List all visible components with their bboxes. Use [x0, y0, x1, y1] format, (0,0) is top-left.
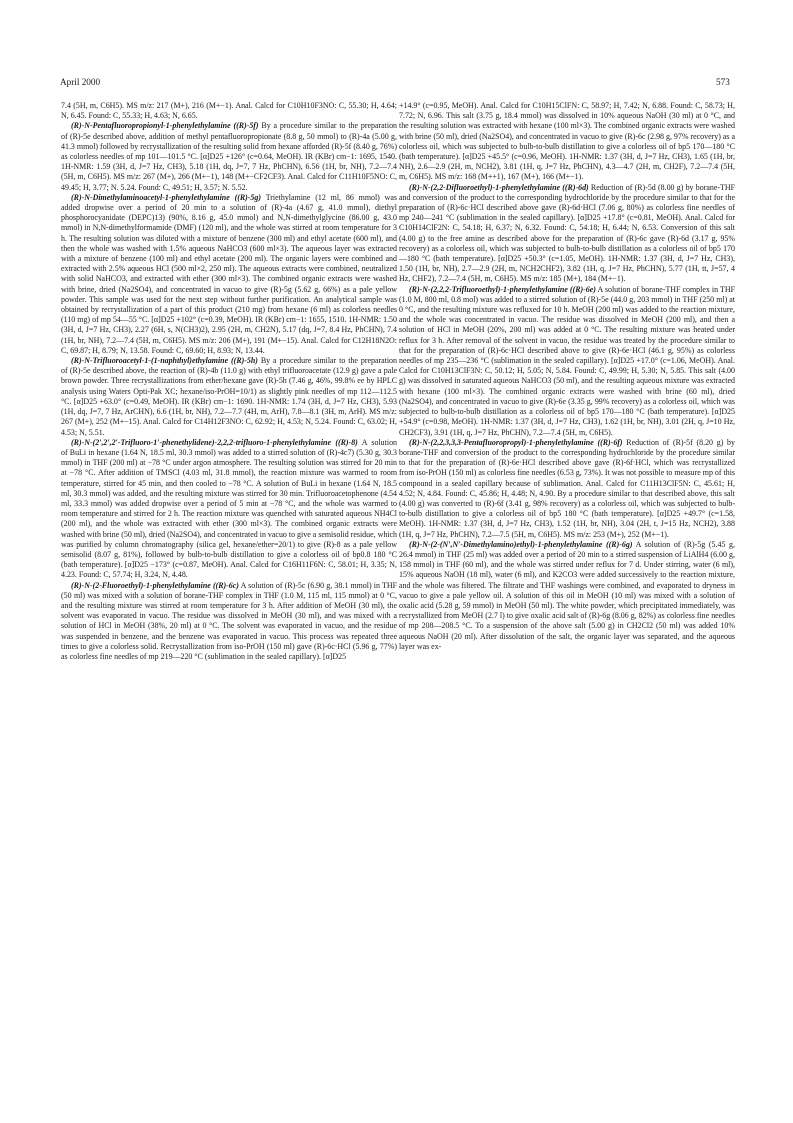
procedure-paragraph	[399, 540, 735, 652]
continued-paragraph	[399, 101, 735, 183]
left-text-column	[61, 101, 397, 662]
right-text-column	[399, 101, 735, 652]
running-header-date: April 2000	[60, 77, 101, 87]
paragraph-text: A solution of (R)-5c (6.90 g, 38.1 mmol) in THF (50 ml) was mixed with a solution of borane-THF complex in THF (1.0 M, 115 ml, 115 mmol) at 0 °C, and the resulting mixture was stirred at room temperature for 3 h. After addition of MeOH (30 ml), the solvent was evaporated in vacuo. The residue was dissolved in MeOH (30 ml), and was mixed with a solution of HCl in MeOH (38%, 20 ml) at 0 °C. The solvent was evaporated in vacuo, and the residue was suspended in benzene, and the benzene was evaporated in vacuo. This process was repeated three times to give a colorless solid. Recrystallization from iso-PrOH (150 ml) gave (R)-6c·HCl (5.96 g, 77%) as colorless fine needles of mp 219—220 °C (sublimation in the sealed capillary). [α]D25	[61, 580, 397, 661]
procedure-paragraph	[61, 356, 397, 438]
paragraph-text: A solution of (R)-5g (5.45 g, 26.4 mmol) in THF (25 ml) was added over a period of 20 min to a stirred suspension of LiAlH4 (6.00 g, 158 mmol) in THF (60 ml), and the whole was stirred under reflux for 7 d. Under stirring, water (6 ml), 15% aqueous NaOH (18 ml), water (6 ml), and K2CO3 were added successively to the reaction mixture, and the whole was filtered. The filtrate and THF washings were combined, and evaporated to dryness in vacuo to give a pale yellow oil. A solution of this oil in MeOH (10 ml) was mixed with a solution of oxalic acid (5.28 g, 59 mmol) in MeOH (50 ml). The white powder, which precipitated immediately, was recrystallized from MeOH (2.7 l) to give oxalic acid salt of (R)-6g (8.06 g, 82%) as colorless fine needles of mp 208—208.5 °C. To a suspension of the above salt (5.00 g) in CH2Cl2 (50 ml) was added 10% aqueous NaOH (20 ml). After dissolution of the salt, the organic layer was separated, and the aqueous layer was ex-	[399, 539, 735, 651]
compound-heading: (R)-N-(2,2,3,3,3-Pentafluoropropyl)-1-phenylethylamine ((R)-6f)	[409, 437, 623, 447]
procedure-paragraph	[61, 193, 397, 356]
compound-heading: (R)-N-(2,2,2-Trifluoroethyl)-1-phenylethylamine ((R)-6e)	[409, 284, 596, 294]
procedure-paragraph	[61, 581, 397, 663]
compound-heading: (R)-N-Pentafluoropropionyl-1-phenylethylamine ((R)-5f)	[71, 121, 259, 131]
paragraph-text: +14.9° (c=0.95, MeOH). Anal. Calcd for C10H15ClFN: C, 58.97; H, 7.42; N, 6.88. Found: C, 58.73; H, 7.72; N, 6.96. This salt (3.75 g, 18.4 mmol) was dissolved in 10% aqueous NaOH (30 ml) at 0 °C, and the resulting solution was extracted with hexane (100 ml×3). The combined organic extracts were washed with brine (50 ml), dried (Na2SO4), and concentrated in vacuo to give (R)-6c (2.98 g, 97% recovery) as a colorless oil, which was subjected to bulb-to-bulb distillation to give a colorless oil of bp5 170—180 °C (bath temperature). [α]D25 +45.5° (c=0.96, MeOH). 1H-NMR: 1.37 (3H, d, J=7 Hz, CH3), 1.65 (1H, br, NH), 2.6—2.9 (2H, m, NCH2), 3.81 (1H, q, J=7 Hz, PhCHN), 4.3—4.7 (2H, m, CH2F), 7.2—7.4 (5H, m, C6H5). MS m/z: 168 (M++1), 167 (M+), 166 (M+−1).	[399, 101, 735, 182]
paragraph-text: 7.4 (5H, m, C6H5). MS m/z: 217 (M+), 216 (M+−1). Anal. Calcd for C10H10F3NO: C, 55.30; H, 4.64; N, 6.45. Found: C, 55.33; H, 4.63; N, 6.65.	[61, 101, 397, 121]
procedure-paragraph	[399, 285, 735, 438]
paragraph-text: Triethylamine (12 ml, 86 mmol) was added dropwise over a period of 20 min to a solution of (R)-4a (4.67 g, 41.0 mmol), diethyl phosphorocyanidate (DEPC)13) (90%, 8.16 g, 45.0 mmol) and N,N-dimethylglycine (86.00 g, 43.0 mmol) in N,N-dimethylformamide (DMF) (120 ml), and the whole was stirred at room temperature for 3 h. The resulting solution was diluted with a mixture of benzene (300 ml) and ethyl acetate (600 ml), and then the whole was washed with 1.5% aqueous NaHCO3 (600 ml×3). The aqueous layer was extracted with a mixture of benzene (100 ml) and ethyl acetate (200 ml). The organic layers were combined and extracted with 2.5% aqueous HCl (500 ml×2, 250 ml). The aqueous extracts were combined, neutralized with solid NaHCO3, and extracted with ether (300 ml×3). The combined organic extracts were washed with brine, dried (Na2SO4), and concentrated in vacuo to give (R)-5g (5.62 g, 66%) as a pale yellow powder. This sample was used for the next step without further purification. An analytical sample was obtained by recrystallization of a part of this product (210 mg) from hexane (6 ml) as colorless needles (110 mg) of mp 54—55 °C. [α]D25 +102° (c=0.39, MeOH). IR (KBr) cm−1: 1655, 1510. 1H-NMR: 1.50 (3H, d, J=7 Hz, CH3), 2.27 (6H, s, N(CH3)2), 2.95 (2H, m, CH2N), 5.17 (dq, J=7, 8.4 Hz, PhCHN), 7.4 (1H, br, NH), 7.2—7.4 (5H, m, C6H5). MS m/z: 206 (M+), 191 (M+−15). Anal. Calcd for C12H18N2O: C, 69.87; H, 8.79; N, 13.58. Found: C, 69.60; H, 8.93; N, 13.44.	[61, 192, 397, 355]
compound-heading: (R)-N-(2,2-Difluoroethyl)-1-phenylethylamine ((R)-6d)	[409, 182, 589, 192]
compound-heading: (R)-N-(2-Fluoroethyl)-1-phenylethylamine ((R)-6c)	[71, 580, 239, 590]
paragraph-text: Reduction of (R)-5f (8.20 g) by borane-THF and conversion of the product to the corresponding hydrochloride by the procedure similar to that for the preparation of (R)-6e·HCl described above gave (R)-6f·HCl, which was recrystallized from iso-PrOH (150 ml) as colorless fine needles (6.53 g, 73%). It was not possible to measure mp of this compound in a sealed capillary because of sublimation. Anal. Calcd for C11H13ClF5N: C, 45.61; H, 4.52; N, 4.84. Found: C, 45.86; H, 4.48; N, 4.90. By a procedure similar to that described above, this salt (4.00 g) was converted to (R)-6f (3.41 g, 98% recovery) as a colorless oil, which was subjected to bulb-to-bulb distillation to give a colorless oil of bp5 180 °C (bath temperature). [α]D25 +49.7° (c=1.58, MeOH). 1H-NMR: 1.37 (3H, d, J=7 Hz, CH3), 1.52 (1H, br, NH), 3.04 (2H, t, J=15 Hz, NCH2), 3.88 (1H, q, J=7 Hz, PhCHN), 7.2—7.5 (5H, m, C6H5). MS m/z: 253 (M+), 252 (M+−1).	[399, 437, 735, 539]
compound-heading: (R)-N-(2-(N′,N′-Dimethylamino)ethyl)-1-phenylethylamine ((R)-6g)	[409, 539, 633, 549]
paragraph-text: Reduction of (R)-5d (8.00 g) by borane-THF and conversion of the product to the corresponding hydrochloride by the procedure similar to that for the preparation of (R)-6c·HCl described above gave (R)-6d·HCl (7.06 g, 80%) as colorless fine needles of mp 240—241 °C (sublimation in the sealed capillary). [α]D25 +17.8° (c=0.81, MeOH). Anal. Calcd for C10H14ClF2N: C, 54.18; H, 6.37; N, 6.32. Found: C, 54.18; H, 6.44; N, 6.53. Conversion of this salt (4.00 g) to the free amine as described above for the preparation of (R)-6c gave (R)-6d (3.17 g, 95% recovery) as a colorless oil, which was subjected to bulb-to-bulb distillation as a colorless oil of bp5 170—180 °C (bath temperature). [α]D25 +50.3° (c=1.05, MeOH). 1H-NMR: 1.37 (3H, d, J=7 Hz, CH3), 1.50 (1H, br, NH), 2.7—2.9 (2H, m, NCH2CHF2), 3.82 (1H, q, J=7 Hz, PhCHN), 5.77 (1H, tt, J=57, 4 Hz, CHF2), 7.2—7.4 (5H, m, C6H5). MS m/z: 185 (M+), 184 (M+−1).	[399, 182, 735, 284]
procedure-paragraph	[61, 121, 397, 192]
paragraph-text: A solution of borane-THF complex in THF (1.0 M, 800 ml, 0.8 mol) was added to a stirred solution of (R)-5e (44.0 g, 203 mmol) in THF (250 ml) at 0 °C, and the resulting mixture was refluxed for 10 h. MeOH (200 ml) was added to the reaction mixture, and the whole was concentrated in vacuo. The residue was dissolved in MeOH (200 ml), and then a solution of HCl in MeOH (20%, 200 ml) was added at 0 °C. The resulting mixture was heated under reflux for 3 h. After removal of the solvent in vacuo, the residue was treated by the procedure similar to that for the preparation of (R)-6c·HCl described above to give (R)-6e·HCl (46.1 g, 95%) as colorless needles of mp 235—236 °C (sublimation in the sealed capillary). [α]D25 +17.0° (c=1.06, MeOH). Anal. Calcd for C10H13ClF3N: C, 50.12; H, 5.05; N, 5.84. Found: C, 49.99; H, 5.30; N, 5.85. This salt (4.00 g) was dissolved in saturated aqueous NaHCO3 (50 ml), and the resulting aqueous mixture was extracted with hexane (100 ml×3). The combined organic extracts were washed with brine (60 ml), dried (Na2SO4), and concentrated in vacuo to give (R)-6e (3.35 g, 99% recovery) as a colorless oil, which was subjected to bulb-to-bulb distillation as a colorless oil of bp5 170—180 °C (bath temperature). [α]D25 +54.9° (c=0.98, MeOH). 1H-NMR: 1.37 (3H, d, J=7 Hz, CH3), 1.62 (1H, br, NH), 3.01 (2H, q, J=10 Hz, CH2CF3), 3.91 (1H, q, J=7 Hz, PhCHN), 7.2—7.4 (5H, m, C6H5).	[399, 284, 735, 437]
procedure-paragraph	[399, 438, 735, 540]
procedure-paragraph	[399, 183, 735, 285]
compound-heading: (R)-N-Dimethylaminoacetyl-1-phenylethylamine ((R)-5g)	[71, 192, 262, 202]
compound-heading: (R)-N-Trifluoroacetyl-1-(1-naphthyl)ethylamine ((R)-5h)	[71, 356, 258, 366]
paragraph-text: By a procedure similar to the preparation of (R)-5e described above, the reaction of (R)-4b (11.0 g) with ethyl trifluoroacetate (12.9 g) gave a pale brown powder. Three recrystallizations from ether/hexane gave (R)-5h (7.46 g, 46%, 99.8% ee by HPLC analysis using Waters Opti-Pak XC; hexane/iso-PrOH=10/1) as slightly pink needles of mp 112—112.5 °C. [α]D25 +63.0° (c=0.49, MeOH). IR (KBr) cm−1: 1690. 1H-NMR: 1.74 (3H, d, J=7 Hz, CH3), 5.93 (1H, dq, J=7, 7 Hz, ArCHN), 6.6 (1H, br, NH), 7.2—7.7 (4H, m, ArH), 7.8—8.1 (3H, m, ArH). MS m/z: 267 (M+), 252 (M+−15). Anal. Calcd for C14H12F3NO: C, 62.92; H, 4.53; N, 5.24. Found: C, 63.02; H, 4.53; N, 5.51.	[61, 356, 397, 437]
paragraph-text: A solution of BuLi in hexane (1.64 N, 18.5 ml, 30.3 mmol) was added to a stirred solution of (R)-4c7) (5.30 g, 30.3 mmol) in THF (200 ml) at −78 °C under argon atmosphere. The resulting solution was stirred for 20 min at −78 °C. After addition of TMSCl (4.03 ml, 31.8 mmol), the reaction mixture was warmed to room temperature, stirred for 45 min, and then cooled to −78 °C. A solution of BuLi in hexane (1.64 N, 18.5 ml, 30.3 mmol) was added, and the resulting mixture was stirred for 30 min. Trifluoroacetophenone (4.54 ml, 33.3 mmol) was added dropwise over a period of 5 min at −78 °C, and the whole was warmed to room temperature and stirred for 2 h. The reaction mixture was quenched with saturated aqueous NH4Cl (200 ml), and the whole was extracted with ether (300 ml×3). The combined organic extracts were washed with brine (50 ml), dried (Na2SO4), and concentrated in vacuo to give a semisolid residue, which was purified by column chromatography (silica gel, hexane/ether=20/1) to give (R)-8 as a pale yellow semisolid (8.07 g, 81%), followed by bulb-to-bulb distillation to give a colorless oil of bp0.8 180 °C (bath temperature). [α]D25 −173° (c=0.87, MeOH). Anal. Calcd for C16H11F6N: C, 58.01; H, 3.35; N, 4.23. Found: C, 57.74; H, 3.24, N, 4.48.	[61, 437, 398, 580]
continued-paragraph	[61, 101, 397, 121]
page-number: 573	[716, 77, 730, 87]
compound-heading: (R)-N-(2′,2′,2′-Trifluoro-1′-phenethylidene)-2,2,2-trifluoro-1-phenylethylamine ((R)-8)	[71, 437, 358, 447]
paragraph-text: By a procedure similar to the preparation of (R)-5e described above, addition of methyl pentafluoropropionate (8.8 g, 50 mmol) to (R)-4a (5.00 g, 41.3 mmol) followed by recrystallization of the resulting solid from hexane afforded (R)-5f (8.40 g, 76%) as colorless needles of mp 101—101.5 °C. [α]D25 +126° (c=0.64, MeOH). IR (KBr) cm−1: 1695, 1540. 1H-NMR: 1.59 (3H, d, J=7 Hz, CH3), 5.18 (1H, dq, J=7, 7 Hz, PhCHN), 6.56 (1H, br, NH), 7.2—7.4 (5H, m, C6H5). MS m/z: 267 (M+), 266 (M+−1), 148 (M+−CF2CF3). Anal. Calcd for C11H10F5NO: C, 49.45; H, 3.77; N. 5.24. Found: C, 49.51; H, 3.57; N. 5.52.	[61, 121, 398, 192]
procedure-paragraph	[61, 438, 397, 581]
